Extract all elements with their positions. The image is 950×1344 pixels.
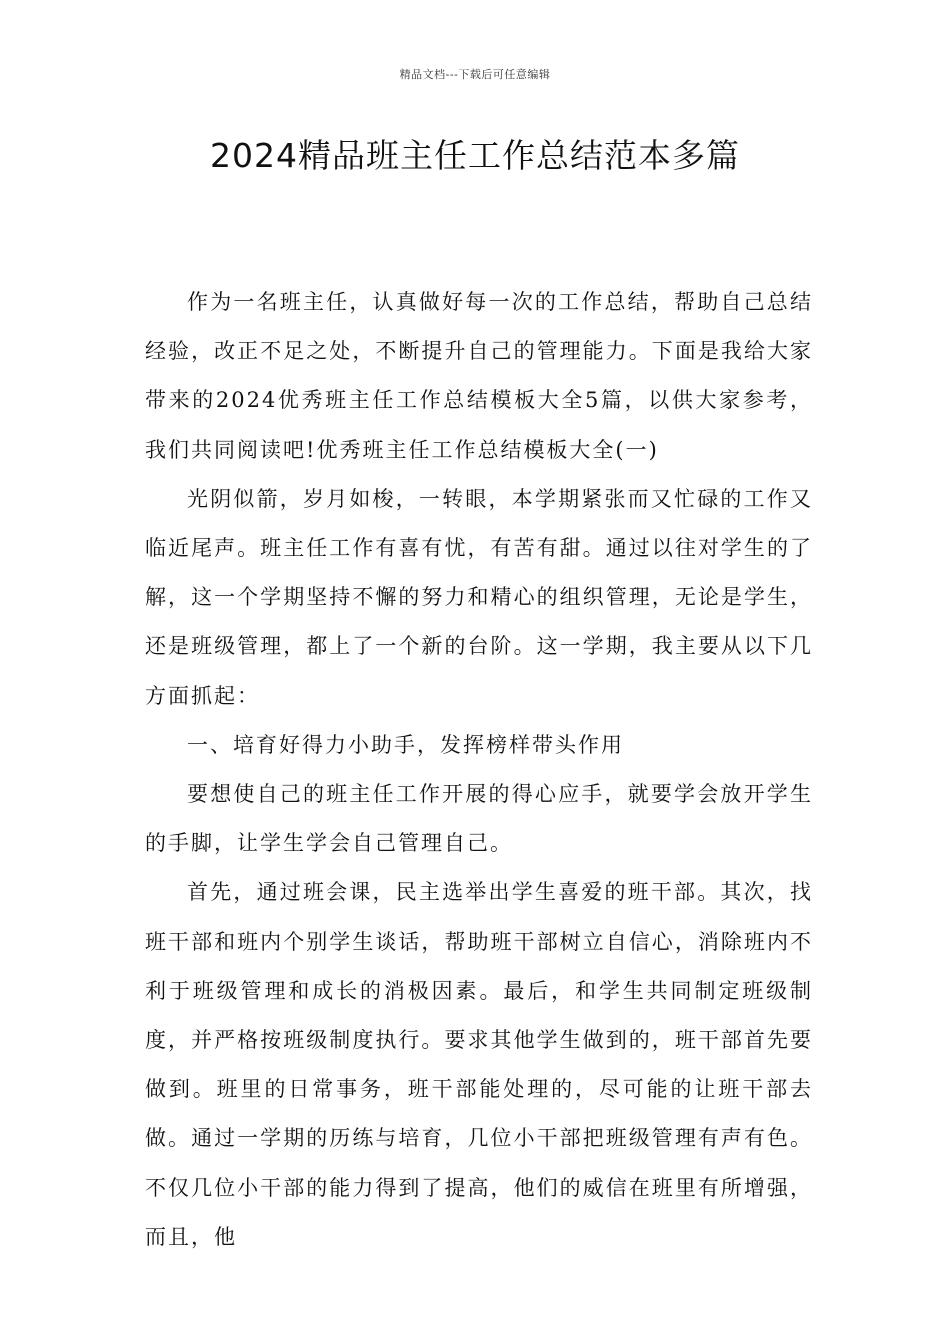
paragraph-class-cadres: 首先，通过班会课，民主选举出学生喜爱的班干部。其次，找班干部和班内个别学生谈话，帮助班干部树立自信心，消除班内不利于班级管理和成长的消极因素。最后，和学生共同制定班级制度，并严格按班级制度执行。要求其他学生做到的，班干部首先要做到。班里的日常事务，班干部能处理的，尽可能的让班干部去做。通过一学期的历练与培育，几位小干部把班级管理有声有色。不仅几位小干部的能力得到了提高，他们的威信在班里有所增强，而且，他 [145, 880, 813, 1249]
document-body [145, 278, 813, 1262]
section-heading: 一、培育好得力小助手，发挥榜样带头作用 [187, 732, 624, 757]
paragraph-opening: 光阴似箭，岁月如梭，一转眼，本学期紧张而又忙碌的工作又临近尾声。班主任工作有喜有忧，有苦有甜。通过以往对学生的了解，这一个学期坚持不懈的努力和精心的组织管理，无论是学生，还是班级管理，都上了一个新的台阶。这一学期，我主要从以下几方面抓起： [145, 486, 813, 708]
page-header: 精品文档---下载后可任意编辑 [399, 68, 551, 81]
paragraph-section-intro: 要想使自己的班主任工作开展的得心应手，就要学会放开学生的手脚，让学生学会自己管理自己。 [145, 782, 813, 856]
document-title: 2024精品班主任工作总结范本多篇 [210, 136, 740, 175]
paragraph-intro: 作为一名班主任，认真做好每一次的工作总结，帮助自己总结经验，改正不足之处，不断提升自己的管理能力。下面是我给大家带来的2024优秀班主任工作总结模板大全5篇，以供大家参考，我们共同阅读吧!优秀班主任工作总结模板大全(一) [145, 290, 813, 462]
